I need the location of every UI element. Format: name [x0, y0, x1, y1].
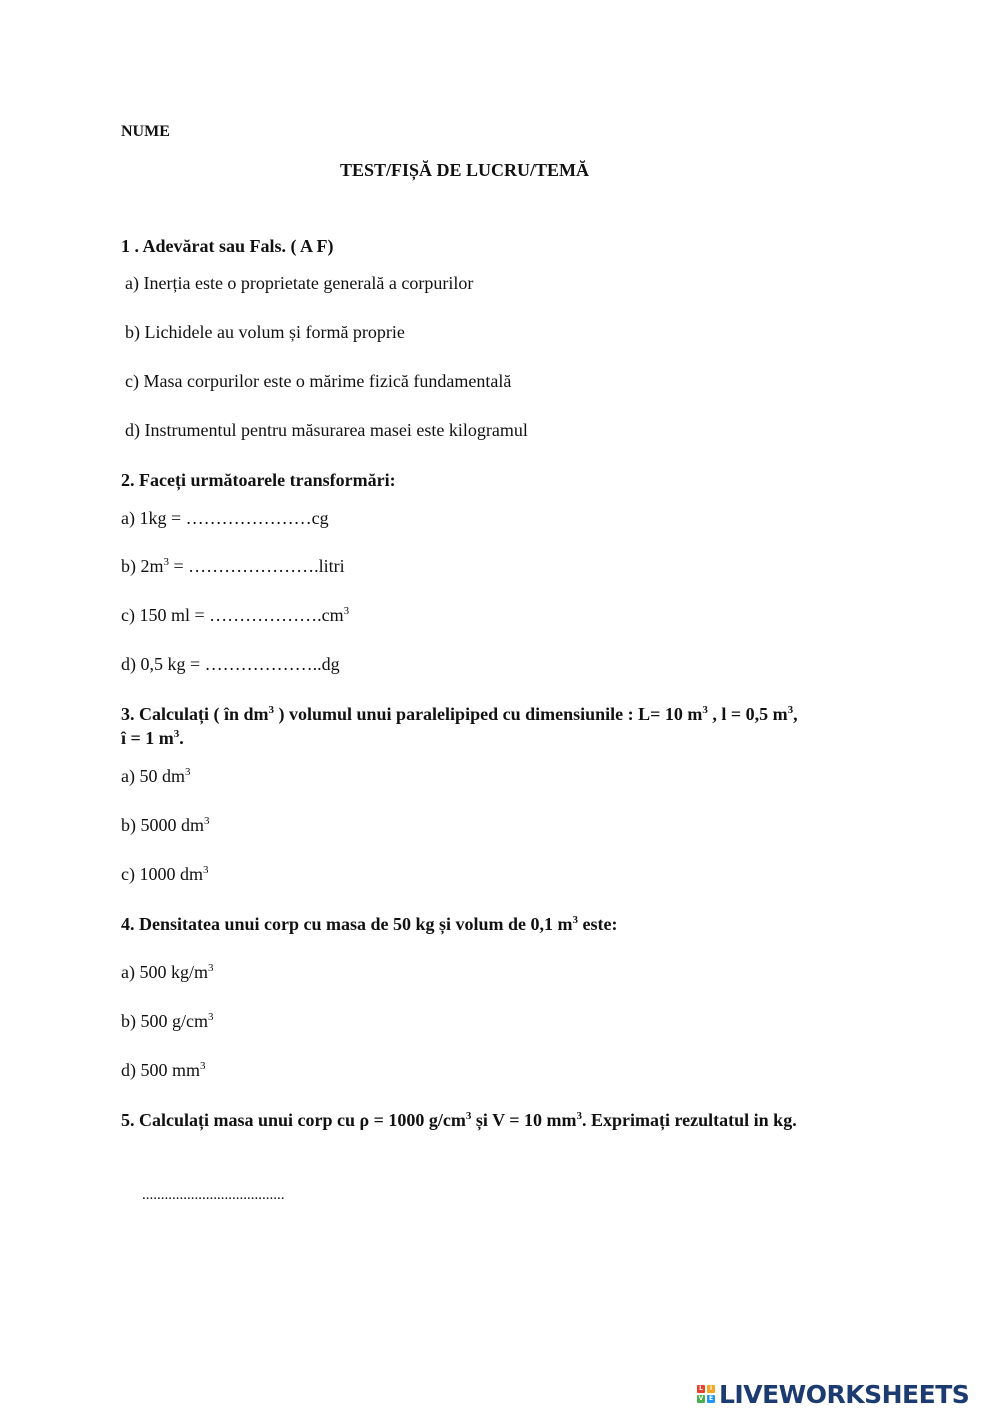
- q5-answer-line: ......................................: [142, 1187, 285, 1203]
- logo-mark-icon: [697, 1385, 715, 1403]
- question-1-title: 1 . Adevărat sau Fals. ( A F): [121, 236, 334, 256]
- q1-item-b: b) Lichidele au volum și formă proprie: [125, 322, 405, 342]
- q2-item-d: d) 0,5 kg = ………………..dg: [121, 654, 340, 674]
- q1-item-c: c) Masa corpurilor este o mărime fizică fundamentală: [125, 371, 512, 391]
- question-2-title: 2. Faceți următoarele transformări:: [121, 470, 396, 490]
- q3-option-b: b) 5000 $dm^3$: [121, 815, 210, 835]
- question-5-title: 5. Calculați masa unui corp cu ρ = 1000 $g/cm^3$ și V = 10 $mm^3$. Exprimați rezultatul in kg.: [121, 1110, 797, 1130]
- question-4-title: 4. Densitatea unui corp cu masa de 50 kg și volum de 0,1 $m^3$ este:: [121, 914, 618, 934]
- liveworksheets-logo: [697, 1379, 969, 1409]
- logo-cell: L: [697, 1385, 705, 1393]
- q2-item-c: c) 150 ml = $\dots\dots\dots\dots\dots\dots.cm^3$: [121, 605, 350, 625]
- name-label: NUME: [121, 123, 170, 140]
- q4-option-d: d) 500 $mm^3$: [121, 1060, 206, 1080]
- question-3-title-cont: î = 1 $m^3$.: [121, 728, 184, 748]
- q3-option-a: a) 50 $dm^3$: [121, 766, 191, 786]
- logo-cell: E: [708, 1395, 714, 1402]
- q3-option-c: c) 1000 $dm^3$: [121, 864, 209, 884]
- q1-item-a: a) Inerția este o proprietate generală a corpurilor: [125, 273, 474, 293]
- logo-text: LIVEWORKSHEETS: [719, 1379, 970, 1409]
- q4-option-b: b) 500 $g/cm^3$: [121, 1011, 214, 1031]
- q4-option-a: a) 500 $kg/m^3$: [121, 962, 214, 982]
- logo-cell: V: [698, 1395, 704, 1402]
- page-title: TEST/FIȘĂ DE LUCRU/TEMĂ: [340, 160, 590, 180]
- q1-item-d: d) Instrumentul pentru măsurarea masei este kilogramul: [125, 420, 528, 440]
- q2-item-b: b) $2m^3$ = ………………….litri: [121, 556, 345, 576]
- logo-cell: I: [707, 1385, 715, 1393]
- question-3-title: 3. Calculați ( în $dm^3$ ) volumul unui paralelipiped cu dimensiunile : L= 10 $m^3$ , l = 0,5 $m^3$,: [121, 704, 798, 724]
- q2-item-a: a) 1kg = …………………cg: [121, 508, 329, 528]
